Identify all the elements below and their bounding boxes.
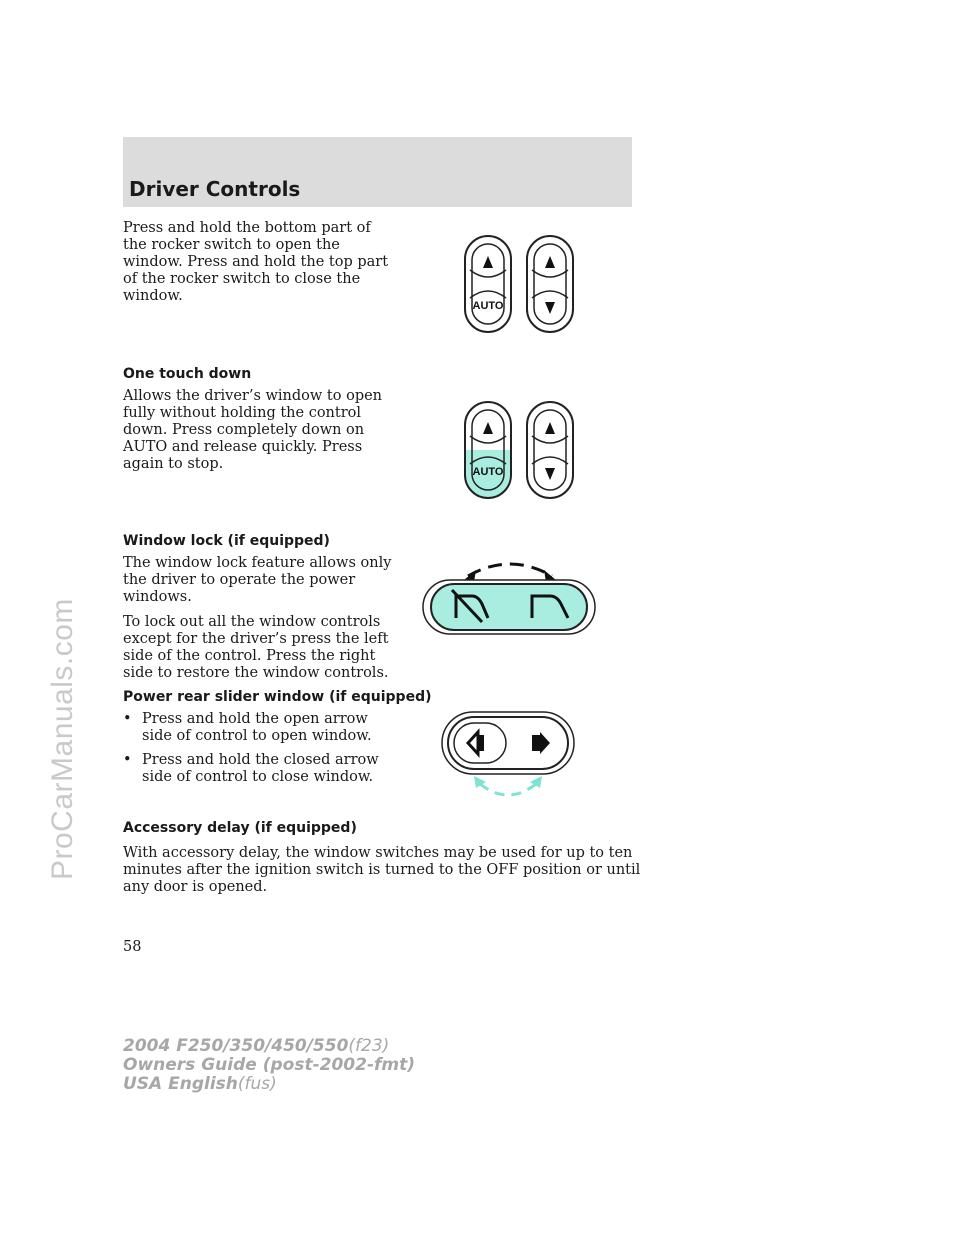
- footer-language-code: (fus): [237, 1074, 277, 1094]
- text-line: the driver to operate the power: [123, 572, 356, 588]
- section-header: [123, 137, 632, 207]
- text-line: AUTO and release quickly. Press: [123, 439, 363, 455]
- footer-guide: Owners Guide (post-2002-fmt): [123, 1055, 416, 1075]
- accessory-delay-heading: Accessory delay (if equipped): [123, 820, 357, 836]
- rear-slider-heading: Power rear slider window (if equipped): [123, 689, 432, 705]
- auto-rocker-switch: [465, 236, 511, 332]
- window-lock-paragraph-2: [123, 614, 389, 682]
- text-line: window. Press and hold the top part: [123, 254, 389, 270]
- text-line: of the rocker switch to close the: [123, 271, 361, 287]
- text-line: down. Press completely down on: [123, 422, 365, 438]
- auto-rocker-switch-highlighted: [465, 402, 511, 500]
- page-title: Driver Controls: [129, 177, 301, 201]
- text-line: except for the driver’s press the left: [123, 631, 389, 647]
- list-item: [123, 711, 372, 745]
- text-line: With accessory delay, the window switches may be used for up to ten: [123, 845, 633, 861]
- text-line: any door is opened.: [123, 879, 268, 895]
- text-line: windows.: [123, 589, 192, 605]
- text-line: Press and hold the closed arrow: [142, 752, 379, 768]
- intro-paragraph: [123, 220, 388, 305]
- footer-model: 2004 F250/350/450/550: [123, 1036, 349, 1056]
- bullet-icon: •: [123, 711, 132, 727]
- text-line: again to stop.: [123, 456, 224, 472]
- one-touch-paragraph: [123, 388, 382, 473]
- list-item: [123, 752, 379, 786]
- text-line: side of control to close window.: [142, 769, 374, 785]
- one-touch-switches-figure: [455, 398, 585, 502]
- auto-label: AUTO: [472, 466, 504, 478]
- window-switches-figure: [455, 232, 585, 336]
- text-line: The window lock feature allows only: [123, 555, 392, 571]
- text-line: fully without holding the control: [123, 405, 362, 421]
- window-lock-paragraph-1: [123, 555, 391, 606]
- document-footer: [123, 1037, 415, 1094]
- page-number: 58: [123, 939, 142, 955]
- text-line: side of the control. Press the right: [123, 648, 376, 664]
- auto-label: AUTO: [472, 300, 504, 312]
- rocker-switch: [527, 402, 573, 498]
- text-line: To lock out all the window controls: [123, 614, 381, 630]
- watermark: [0, 0, 79, 1242]
- window-lock-figure: [420, 556, 600, 638]
- text-line: window.: [123, 288, 183, 304]
- footer-language: USA English: [123, 1074, 238, 1094]
- rocker-switch: [527, 236, 573, 332]
- footer-model-code: (f23): [348, 1036, 390, 1056]
- text-line: side of control to open window.: [142, 728, 372, 744]
- watermark-text: ProCarManuals.com: [46, 598, 79, 880]
- text-line: Press and hold the open arrow: [142, 711, 368, 727]
- one-touch-heading: One touch down: [123, 366, 252, 382]
- text-line: minutes after the ignition switch is turned to the OFF position or until: [123, 862, 641, 878]
- window-lock-heading: Window lock (if equipped): [123, 533, 330, 549]
- bullet-icon: •: [123, 752, 132, 768]
- dashed-arrow: [468, 564, 552, 576]
- accessory-delay-paragraph: [123, 845, 640, 896]
- text-line: the rocker switch to open the: [123, 237, 340, 253]
- dashed-arrow: [480, 784, 536, 795]
- text-line: side to restore the window controls.: [123, 665, 389, 681]
- rear-slider-figure: [440, 710, 576, 802]
- text-line: Press and hold the bottom part of: [123, 220, 371, 236]
- text-line: Allows the driver’s window to open: [123, 388, 383, 404]
